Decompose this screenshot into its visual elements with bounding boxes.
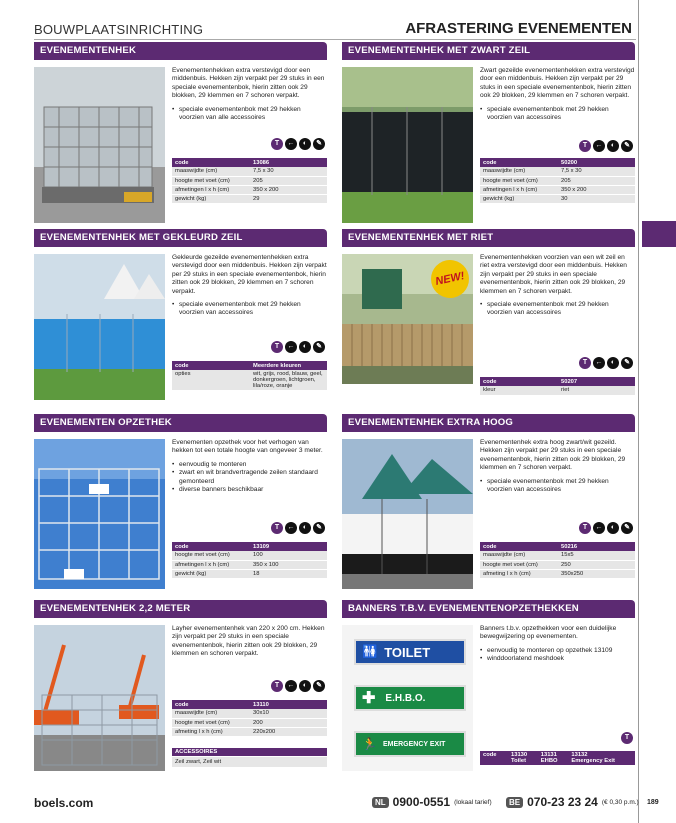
spec-label: afmetingen l x h (cm) <box>480 185 558 194</box>
spec-table <box>480 158 635 204</box>
spec-label: maaswijdte (cm) <box>480 167 558 176</box>
card-title: EVENEMENTENHEK 2,2 METER <box>34 600 327 618</box>
product-description: Banners t.b.v. opzethekken voor een duidelijke bewegwijzering op evenementen. <box>480 625 617 641</box>
spec-value: 18 <box>250 569 327 578</box>
product-card-banners <box>342 600 635 775</box>
product-photo <box>342 625 473 771</box>
transport-icon: T <box>271 341 283 353</box>
header-divider <box>34 39 636 40</box>
spec-value: 250 <box>558 560 635 569</box>
product-card-2-2-meter <box>34 600 327 775</box>
product-card-gekleurd-zeil <box>34 229 327 404</box>
ehbo-banner-text: E.H.B.O. <box>385 692 426 704</box>
table-row <box>172 370 327 391</box>
table-header-code: 13109 <box>250 542 327 551</box>
service-icons <box>621 732 633 744</box>
feature-list <box>172 301 327 318</box>
table-row <box>480 167 635 176</box>
arrow-icon: ← <box>285 341 297 353</box>
service-icons <box>579 522 633 534</box>
spec-value: 7,5 x 30 <box>558 167 635 176</box>
feature-item: • winddoorlatend meshdoek <box>480 655 635 663</box>
spec-value: 205 <box>250 176 327 185</box>
spec-value: 200 <box>250 718 327 727</box>
card-title: BANNERS T.B.V. EVENEMENTENOPZETHEKKEN <box>342 600 635 618</box>
product-card-riet <box>342 229 635 404</box>
product-description: Evenementenhekken extra verstevigd door een middenbuis. Hekken zijn verpakt per 29 stuks in een speciale evenementenbok, hierin zitten ook 29 blokken, 29 klemmen en 7 schoren verpakt. <box>172 67 325 100</box>
product-card-zwart-zeil <box>342 42 635 222</box>
product-photo <box>342 67 473 223</box>
table-header-code: 13086 <box>250 158 327 167</box>
table-row <box>480 560 635 569</box>
spec-label: afmeting l x h (cm) <box>172 727 250 736</box>
spec-value: 15x5 <box>558 551 635 560</box>
spec-table <box>480 377 635 396</box>
spec-label: gewicht (kg) <box>172 569 250 578</box>
banner-code-number: 13132 <box>571 752 588 758</box>
table-row <box>480 386 635 395</box>
category-title: AFRASTERING EVENEMENTEN <box>405 20 632 37</box>
new-badge: NEW! <box>427 256 472 301</box>
table-row <box>480 176 635 185</box>
product-info <box>480 439 635 494</box>
banner-code-table <box>480 751 635 765</box>
spec-value: 220x200 <box>250 727 327 736</box>
table-header-code: 13110 <box>250 700 327 709</box>
exit-banner-text: EMERGENCY EXIT <box>382 740 446 748</box>
ehbo-banner <box>354 685 466 711</box>
service-icons <box>271 680 325 692</box>
table-header-label: code <box>172 700 250 709</box>
page-margin-line <box>638 0 639 823</box>
spec-value: wit, grijs, rood, blauw, geel, donkergroen, lichtgroen, lila/roze, oranje <box>250 370 327 391</box>
table-header-code: 50200 <box>558 158 635 167</box>
product-info <box>480 67 635 122</box>
spec-value: 30x10 <box>250 709 327 718</box>
feature-list <box>480 106 635 123</box>
exit-banner <box>354 731 466 757</box>
feature-list <box>480 647 635 664</box>
banner-code-number: 13130 <box>511 752 528 758</box>
table-row <box>172 167 327 176</box>
product-description: Zwart gezeilde evenementenhekken extra verstevigd door een middenbuis. Hekken zijn verpakt per 29 stuks in een speciale evenementenbok, hierin zitten ook 29 blokken, 29 klemmen en 7 schoren verpakt. <box>480 67 635 100</box>
card-title: EVENEMENTENHEK EXTRA HOOG <box>342 414 635 432</box>
card-title: EVENEMENTENHEK MET RIET <box>342 229 635 247</box>
toilet-banner <box>354 639 466 665</box>
product-photo <box>34 439 165 589</box>
spec-label: kleur <box>480 386 558 395</box>
product-description: Evenementen opzethek voor het verhogen van hekken tot een totale hoogte van ongeveer 3 meter. <box>172 439 323 455</box>
nl-phone[interactable]: 0900-0551 <box>392 795 451 809</box>
page-number: 189 <box>647 799 659 806</box>
spec-label: maaswijdte (cm) <box>172 167 250 176</box>
website-link[interactable]: boels.com <box>34 796 94 810</box>
table-header-label: code <box>480 377 558 386</box>
transport-icon: T <box>579 522 591 534</box>
product-photo <box>34 625 165 771</box>
card-title: EVENEMENTENHEK MET ZWART ZEIL <box>342 42 635 60</box>
product-info <box>480 625 635 664</box>
arrow-icon: ← <box>285 138 297 150</box>
feature-item: • speciale evenementenbok met 29 hekken voorzien van accessoires <box>480 106 635 123</box>
table-row <box>480 185 635 194</box>
service-icons <box>579 140 633 152</box>
running-man-icon: 🏃 <box>362 737 377 751</box>
product-photo <box>34 254 165 400</box>
table-header-label: code <box>480 542 558 551</box>
chapter-tab <box>642 221 676 247</box>
banner-code-label: EHBO <box>540 758 558 764</box>
feature-item: • zwart en wit brandvertragende zeilen standaard gemonteerd <box>172 469 327 486</box>
product-card-opzethek <box>34 414 327 589</box>
service-icons <box>271 341 325 353</box>
transport-icon: T <box>579 140 591 152</box>
product-info <box>172 439 327 494</box>
banner-code <box>538 751 569 765</box>
spec-label: hoogte met voet (cm) <box>480 560 558 569</box>
be-phone-block <box>506 795 639 809</box>
feature-item: • speciale evenementenbok met 29 hekken voorzien van accessoires <box>480 301 635 318</box>
pen-icon: ✎ <box>621 140 633 152</box>
table-row <box>172 194 327 203</box>
spec-value: riet <box>558 386 635 395</box>
banner-code-number: 13131 <box>540 752 557 758</box>
be-rate-note: (€ 0,30 p.m.) <box>601 798 639 806</box>
half-circle-icon: ◐ <box>299 138 311 150</box>
card-title: EVENEMENTENHEK MET GEKLEURD ZEIL <box>34 229 327 247</box>
spec-value: 30 <box>558 194 635 203</box>
spec-table <box>172 158 327 204</box>
transport-icon: T <box>271 522 283 534</box>
banner-code-label: Toilet <box>511 758 527 764</box>
pen-icon: ✎ <box>313 680 325 692</box>
spec-table <box>172 361 327 391</box>
spec-label: opties <box>172 370 250 391</box>
spec-label: maaswijdte (cm) <box>480 551 558 560</box>
product-description: Layher evenementenhek van 220 x 200 cm. Hekken zijn verpakt per 29 stuks in een speciale evenementenbok, hierin zitten ook 29 blokken, 29 klemmen en schoren verpakt. <box>172 625 325 658</box>
spec-label: hoogte met voet (cm) <box>172 176 250 185</box>
product-info <box>172 625 327 659</box>
feature-list <box>172 106 327 123</box>
table-row <box>172 709 327 718</box>
product-description: Evenementenhek extra hoog zwart/wit gezeild. Hekken zijn verpakt per 29 stuks in een speciale evenementenbok, hierin zitten ook 29 blokken, 29 klemmen en 7 schoren verpakt. <box>480 439 626 472</box>
cross-icon: ✚ <box>362 690 376 707</box>
half-circle-icon: ◐ <box>299 341 311 353</box>
half-circle-icon: ◐ <box>607 522 619 534</box>
spec-label: maaswijdte (cm) <box>172 709 250 718</box>
accessories-list: Zeil zwart, Zeil wit <box>172 757 327 767</box>
table-row <box>480 194 635 203</box>
transport-icon: T <box>621 732 633 744</box>
banner-code <box>568 751 635 765</box>
card-title: EVENEMENTEN OPZETHEK <box>34 414 327 432</box>
toilet-banner-text: TOILET <box>384 644 431 660</box>
half-circle-icon: ◐ <box>299 522 311 534</box>
spec-value: 350 x 200 <box>558 185 635 194</box>
product-photo <box>342 254 473 384</box>
table-row <box>172 560 327 569</box>
spec-label: afmetingen l x h (cm) <box>172 185 250 194</box>
arrow-icon: ← <box>593 357 605 369</box>
table-header-code: Meerdere kleuren <box>250 361 327 370</box>
product-photo <box>34 67 165 223</box>
arrow-icon: ← <box>593 522 605 534</box>
spec-value: 350x250 <box>558 569 635 578</box>
service-icons <box>271 138 325 150</box>
spec-value: 7,5 x 30 <box>250 167 327 176</box>
pen-icon: ✎ <box>313 138 325 150</box>
be-flag: BE <box>506 797 523 808</box>
table-row <box>172 718 327 727</box>
pen-icon: ✎ <box>313 341 325 353</box>
table-row <box>172 176 327 185</box>
feature-item: • speciale evenementenbok met 29 hekken voorzien van accessoires <box>172 301 327 318</box>
section-title: BOUWPLAATSINRICHTING <box>34 22 204 37</box>
table-header-label: code <box>172 158 250 167</box>
spec-label: afmeting l x h (cm) <box>480 569 558 578</box>
feature-item: • diverse banners beschikbaar <box>172 486 327 494</box>
feature-list <box>480 478 635 495</box>
table-header-code: 50207 <box>558 377 635 386</box>
service-icons <box>271 522 325 534</box>
spec-label: gewicht (kg) <box>172 194 250 203</box>
feature-item: • eenvoudig te monteren op opzethek 13109 <box>480 647 635 655</box>
spec-table <box>172 700 327 737</box>
arrow-icon: ← <box>593 140 605 152</box>
feature-list <box>172 461 327 495</box>
feature-list <box>480 301 635 318</box>
table-header-label: code <box>480 751 508 765</box>
table-header-label: code <box>172 361 250 370</box>
product-info <box>172 254 327 318</box>
service-icons <box>579 357 633 369</box>
half-circle-icon: ◐ <box>607 357 619 369</box>
half-circle-icon: ◐ <box>607 140 619 152</box>
spec-value: 100 <box>250 551 327 560</box>
banner-code <box>508 751 538 765</box>
nl-rate-note: (lokaal tarief) <box>454 798 492 806</box>
spec-value: 29 <box>250 194 327 203</box>
table-row <box>480 569 635 578</box>
spec-label: hoogte met voet (cm) <box>172 551 250 560</box>
banner-code-label: Emergency Exit <box>571 758 615 764</box>
transport-icon: T <box>271 680 283 692</box>
spec-label: hoogte met voet (cm) <box>172 718 250 727</box>
table-row <box>172 727 327 736</box>
product-card-extra-hoog <box>342 414 635 589</box>
spec-value: 205 <box>558 176 635 185</box>
pen-icon: ✎ <box>313 522 325 534</box>
pen-icon: ✎ <box>621 357 633 369</box>
feature-item: • speciale evenementenbok met 29 hekken voorzien van accessoires <box>480 478 635 495</box>
nl-phone-block <box>372 795 492 809</box>
product-description: Evenementenhekken voorzien van een wit zeil en riet extra verstevigd door een middenbuis. Hekken zijn verpakt per 29 stuks in een speciale evenementenbok, hierin zitten ook 29 blokken, 29 klemmen en 7 schoren verpakt. <box>480 254 627 295</box>
spec-value: 350 x 100 <box>250 560 327 569</box>
spec-value: 350 x 200 <box>250 185 327 194</box>
arrow-icon: ← <box>285 522 297 534</box>
pen-icon: ✎ <box>621 522 633 534</box>
transport-icon: T <box>271 138 283 150</box>
table-header-code: 50216 <box>558 542 635 551</box>
table-row <box>172 569 327 578</box>
toilet-icon: 🚻 <box>362 644 379 659</box>
product-photo <box>342 439 473 589</box>
accessories-block <box>172 748 327 767</box>
be-phone[interactable]: 070-23 23 24 <box>527 795 598 809</box>
spec-label: gewicht (kg) <box>480 194 558 203</box>
table-row <box>172 551 327 560</box>
product-info <box>172 67 327 122</box>
card-title: EVENEMENTENHEK <box>34 42 327 60</box>
table-header-label: code <box>480 158 558 167</box>
half-circle-icon: ◐ <box>299 680 311 692</box>
accessories-title: ACCESSOIRES <box>172 748 327 756</box>
product-card-evenementenhek <box>34 42 327 222</box>
arrow-icon: ← <box>285 680 297 692</box>
spec-table <box>480 542 635 579</box>
product-description: Gekleurde gezeilde evenementenhekken extra verstevigd door een middenbuis. Hekken zijn verpakt per 29 stuks in een speciale evenementenbok, hierin zitten ook 29 blokken, 29 klemmen en 7 schoren verpakt. <box>172 254 327 295</box>
table-row <box>172 185 327 194</box>
table-header-label: code <box>172 542 250 551</box>
spec-label: afmetingen l x h (cm) <box>172 560 250 569</box>
spec-label: hoogte met voet (cm) <box>480 176 558 185</box>
transport-icon: T <box>579 357 591 369</box>
spec-table <box>172 542 327 579</box>
feature-item: • eenvoudig te monteren <box>172 461 327 469</box>
product-info <box>480 254 635 318</box>
nl-flag: NL <box>372 797 389 808</box>
feature-item: • speciale evenementenbok met 29 hekken voorzien van alle accessoires <box>172 106 327 123</box>
table-row <box>480 551 635 560</box>
